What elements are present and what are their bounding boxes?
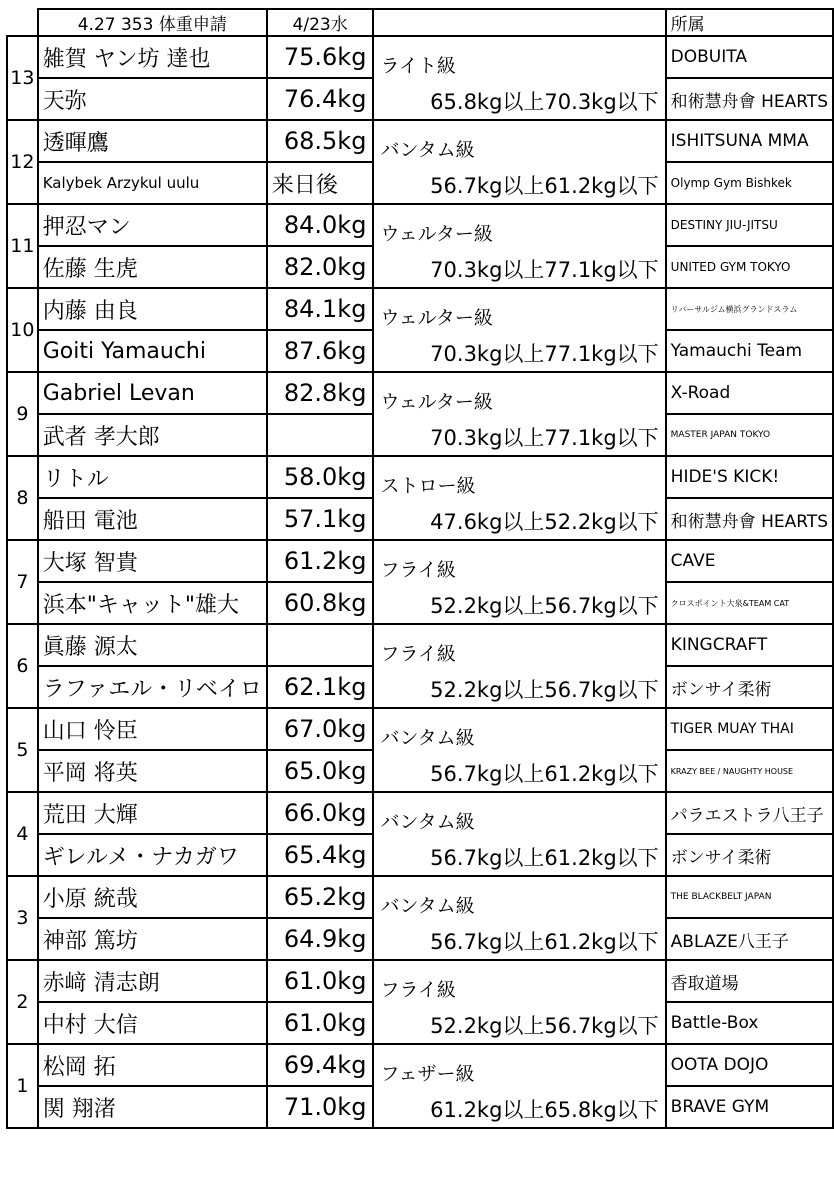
weight-class-name: ウェルター級 — [380, 223, 493, 245]
weight-class-name: バンタム級 — [380, 811, 475, 833]
bout-row-fighter1 — [7, 708, 833, 750]
bout-number: 7 — [7, 540, 38, 624]
fighter-name: 佐藤 生虎 — [38, 246, 267, 288]
fighter-weight: 82.8kg — [267, 372, 374, 414]
fighter-weight: 61.2kg — [267, 540, 374, 582]
fighter-weight: 65.2kg — [267, 876, 374, 918]
weight-class-name: バンタム級 — [380, 727, 475, 749]
fighter-weight: 67.0kg — [267, 708, 374, 750]
fighter-weight: 60.8kg — [267, 582, 374, 624]
fighter-name: 平岡 将英 — [38, 750, 267, 792]
bout-row-fighter1 — [7, 456, 833, 498]
fighter-name: ギレルメ・ナカガワ — [38, 834, 267, 876]
fighter-affiliation: 和術慧舟會 HEARTS — [666, 78, 833, 120]
weight-class-range: 56.7kg以上61.2kg以下 — [430, 762, 659, 786]
fighter-name: 大塚 智貴 — [38, 540, 267, 582]
weight-class-cell — [373, 540, 665, 624]
fighter-weight: 65.0kg — [267, 750, 374, 792]
weight-class-range: 47.6kg以上52.2kg以下 — [430, 510, 659, 534]
weight-class-range: 56.7kg以上61.2kg以下 — [430, 930, 659, 954]
fighter-name: 透暉鷹 — [38, 120, 267, 162]
fighter-weight: 68.5kg — [267, 120, 374, 162]
fighter-weight: 69.4kg — [267, 1044, 374, 1086]
bout-number: 1 — [7, 1044, 38, 1128]
fighter-weight: 76.4kg — [267, 78, 374, 120]
fighter-name: Gabriel Levan — [38, 372, 267, 414]
bout-number: 6 — [7, 624, 38, 708]
fighter-weight: 64.9kg — [267, 918, 374, 960]
weight-class-name: ライト級 — [380, 55, 456, 77]
fighter-weight: 75.6kg — [267, 36, 374, 78]
weight-class-range: 52.2kg以上56.7kg以下 — [430, 678, 659, 702]
fighter-weight: 61.0kg — [267, 1002, 374, 1044]
fighter-weight: 57.1kg — [267, 498, 374, 540]
fighter-name: 浜本"キャット"雄大 — [38, 582, 267, 624]
fighter-affiliation: Olymp Gym Bishkek — [666, 162, 833, 204]
weight-class-name: バンタム級 — [380, 895, 475, 917]
fighter-name: 内藤 由良 — [38, 288, 267, 330]
bout-row-fighter1 — [7, 204, 833, 246]
fighter-name: 天弥 — [38, 78, 267, 120]
bout-number: 8 — [7, 456, 38, 540]
weight-class-name: ウェルター級 — [380, 391, 493, 413]
bout-number: 5 — [7, 708, 38, 792]
fighter-name: 中村 大信 — [38, 1002, 267, 1044]
fighter-weight — [267, 624, 374, 666]
fighter-name: 山口 怜臣 — [38, 708, 267, 750]
fighter-name: 荒田 大輝 — [38, 792, 267, 834]
fighter-affiliation: 香取道場 — [666, 960, 833, 1002]
fighter-name: 船田 電池 — [38, 498, 267, 540]
weight-class-cell — [373, 288, 665, 372]
bout-number: 11 — [7, 204, 38, 288]
weight-class-name: フライ級 — [380, 559, 456, 581]
weight-class-name: フェザー級 — [380, 1063, 475, 1085]
fighter-affiliation: ボンサイ柔術 — [666, 666, 833, 708]
fighter-affiliation: DOBUITA — [666, 36, 833, 78]
bout-number: 10 — [7, 288, 38, 372]
fighter-affiliation: KRAZY BEE / NAUGHTY HOUSE — [666, 750, 833, 792]
fighter-affiliation: クロスポイント大泉&TEAM CAT — [666, 582, 833, 624]
bout-number: 12 — [7, 120, 38, 204]
fighter-weight: 61.0kg — [267, 960, 374, 1002]
weigh-date: 4/23水 — [267, 9, 374, 36]
fighter-affiliation: X-Road — [666, 372, 833, 414]
fighter-affiliation: ボンサイ柔術 — [666, 834, 833, 876]
fighter-affiliation: 和術慧舟會 HEARTS — [666, 498, 833, 540]
fighter-weight: 58.0kg — [267, 456, 374, 498]
fighter-name: 眞藤 源太 — [38, 624, 267, 666]
weight-class-cell — [373, 624, 665, 708]
header-corner — [7, 9, 38, 36]
weight-class-range: 70.3kg以上77.1kg以下 — [430, 342, 659, 366]
class-header — [373, 9, 665, 36]
fighter-affiliation: BRAVE GYM — [666, 1086, 833, 1128]
fighter-affiliation: HIDE'S KICK! — [666, 456, 833, 498]
weight-class-cell — [373, 456, 665, 540]
fighter-weight: 66.0kg — [267, 792, 374, 834]
fighter-affiliation: パラエストラ八王子 — [666, 792, 833, 834]
bout-number: 3 — [7, 876, 38, 960]
fighter-affiliation: Yamauchi Team — [666, 330, 833, 372]
fighter-name: リトル — [38, 456, 267, 498]
fighter-weight: 65.4kg — [267, 834, 374, 876]
fighter-name: Goiti Yamauchi — [38, 330, 267, 372]
weight-class-cell — [373, 204, 665, 288]
fighter-weight: 来日後 — [267, 162, 374, 204]
weight-class-range: 61.2kg以上65.8kg以下 — [430, 1098, 659, 1122]
weight-class-cell — [373, 1044, 665, 1128]
sheet-title: 4.27 353 体重申請 — [38, 9, 267, 36]
weight-class-name: フライ級 — [380, 979, 456, 1001]
fighter-affiliation: UNITED GYM TOKYO — [666, 246, 833, 288]
weight-class-range: 70.3kg以上77.1kg以下 — [430, 258, 659, 282]
fighter-weight: 84.1kg — [267, 288, 374, 330]
fighter-affiliation: MASTER JAPAN TOKYO — [666, 414, 833, 456]
weight-class-range: 65.8kg以上70.3kg以下 — [430, 90, 659, 114]
bout-row-fighter1 — [7, 288, 833, 330]
bout-row-fighter1 — [7, 792, 833, 834]
bout-row-fighter1 — [7, 624, 833, 666]
weight-class-cell — [373, 372, 665, 456]
fighter-affiliation: THE BLACKBELT JAPAN — [666, 876, 833, 918]
bout-number: 13 — [7, 36, 38, 120]
bout-row-fighter1 — [7, 960, 833, 1002]
fighter-affiliation: ABLAZE八王子 — [666, 918, 833, 960]
fighter-weight: 84.0kg — [267, 204, 374, 246]
weight-class-cell — [373, 792, 665, 876]
bout-row-fighter1 — [7, 540, 833, 582]
fighter-weight: 87.6kg — [267, 330, 374, 372]
bout-row-fighter1 — [7, 36, 833, 78]
bout-row-fighter1 — [7, 120, 833, 162]
weight-class-cell — [373, 120, 665, 204]
fighter-affiliation: KINGCRAFT — [666, 624, 833, 666]
fighter-affiliation: DESTINY JIU-JITSU — [666, 204, 833, 246]
fighter-name: 赤﨑 清志朗 — [38, 960, 267, 1002]
fighter-name: 関 翔渚 — [38, 1086, 267, 1128]
weight-class-name: フライ級 — [380, 643, 456, 665]
fighter-name: Kalybek Arzykul uulu — [38, 162, 267, 204]
weight-class-name: ウェルター級 — [380, 307, 493, 329]
fighter-weight: 82.0kg — [267, 246, 374, 288]
fighter-weight — [267, 414, 374, 456]
weight-class-cell — [373, 708, 665, 792]
weight-class-cell — [373, 876, 665, 960]
fighter-name: 松岡 拓 — [38, 1044, 267, 1086]
weight-class-cell — [373, 36, 665, 120]
bout-row-fighter1 — [7, 372, 833, 414]
weight-class-range: 52.2kg以上56.7kg以下 — [430, 1014, 659, 1038]
weight-class-range: 52.2kg以上56.7kg以下 — [430, 594, 659, 618]
weight-class-range: 70.3kg以上77.1kg以下 — [430, 426, 659, 450]
weight-class-range: 56.7kg以上61.2kg以下 — [430, 174, 659, 198]
fighter-affiliation: ISHITSUNA MMA — [666, 120, 833, 162]
bout-row-fighter1 — [7, 1044, 833, 1086]
fighter-affiliation: リバーサルジム横浜グランドスラム — [666, 288, 833, 330]
header-row — [7, 9, 833, 36]
fighter-name: 押忍マン — [38, 204, 267, 246]
fighter-name: 雑賀 ヤン坊 達也 — [38, 36, 267, 78]
fighter-affiliation: TIGER MUAY THAI — [666, 708, 833, 750]
fighter-name: 小原 統哉 — [38, 876, 267, 918]
weight-class-cell — [373, 960, 665, 1044]
fighter-affiliation: CAVE — [666, 540, 833, 582]
affiliation-header: 所属 — [666, 9, 833, 36]
fighter-name: 武者 孝大郎 — [38, 414, 267, 456]
fighter-affiliation: Battle-Box — [666, 1002, 833, 1044]
weight-class-name: バンタム級 — [380, 139, 475, 161]
bout-number: 2 — [7, 960, 38, 1044]
bout-row-fighter1 — [7, 876, 833, 918]
fighter-name: 神部 篤坊 — [38, 918, 267, 960]
weight-class-range: 56.7kg以上61.2kg以下 — [430, 846, 659, 870]
fighter-name: ラファエル・リベイロ — [38, 666, 267, 708]
bout-number: 9 — [7, 372, 38, 456]
fighter-weight: 62.1kg — [267, 666, 374, 708]
fighter-affiliation: OOTA DOJO — [666, 1044, 833, 1086]
weight-class-name: ストロー級 — [380, 475, 476, 497]
fighter-weight: 71.0kg — [267, 1086, 374, 1128]
bout-number: 4 — [7, 792, 38, 876]
weigh-in-table — [6, 8, 834, 1129]
